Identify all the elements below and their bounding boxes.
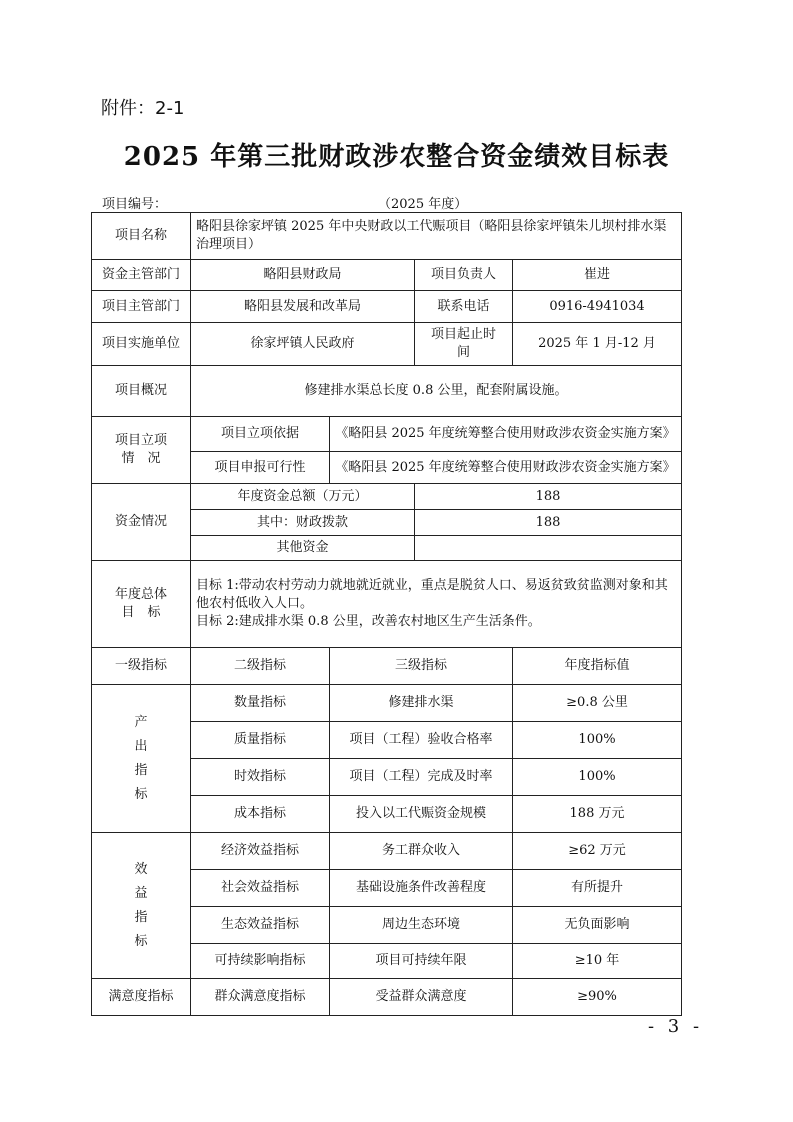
benefit-level2: 生态效益指标 bbox=[191, 907, 330, 944]
benefit-value: ≥62 万元 bbox=[513, 833, 682, 870]
output-level2: 质量指标 bbox=[191, 722, 330, 759]
fund-total-label: 年度资金总额（万元） bbox=[191, 484, 415, 510]
benefit-level3: 项目可持续年限 bbox=[330, 944, 513, 979]
header-level1: 一级指标 bbox=[92, 648, 191, 685]
satisfaction-level1: 满意度指标 bbox=[92, 979, 191, 1016]
fund-fiscal-value: 188 bbox=[415, 510, 682, 536]
satisfaction-level3: 受益群众满意度 bbox=[330, 979, 513, 1016]
output-level2: 时效指标 bbox=[191, 759, 330, 796]
overview-value: 修建排水渠总长度 0.8 公里，配套附属设施。 bbox=[191, 366, 682, 417]
fund-other-value bbox=[415, 536, 682, 561]
fund-label: 资金情况 bbox=[92, 484, 191, 561]
impl-unit-value: 徐家坪镇人民政府 bbox=[191, 323, 415, 366]
benefit-value: 有所提升 bbox=[513, 870, 682, 907]
benefit-level2: 可持续影响指标 bbox=[191, 944, 330, 979]
attachment-label: 附件：2-1 bbox=[101, 98, 185, 119]
phone-label: 联系电话 bbox=[415, 291, 513, 323]
fund-other-label: 其他资金 bbox=[191, 536, 415, 561]
project-name-value: 略阳县徐家坪镇 2025 年中央财政以工代赈项目（略阳县徐家坪镇朱儿坝村排水渠治理项目） bbox=[191, 213, 682, 260]
goal-label: 年度总体 目 标 bbox=[92, 561, 191, 648]
period-value: 2025 年 1 月-12 月 bbox=[513, 323, 682, 366]
header-level2: 二级指标 bbox=[191, 648, 330, 685]
period-label: 项目起止时 间 bbox=[415, 323, 513, 366]
goal-1: 目标 1:带动农村劳动力就地就近就业，重点是脱贫人口、易返贫致贫监测对象和其他农村低收入人口。 bbox=[196, 578, 668, 611]
output-level3: 投入以工代赈资金规模 bbox=[330, 796, 513, 833]
header-value: 年度指标值 bbox=[513, 648, 682, 685]
benefit-level2: 社会效益指标 bbox=[191, 870, 330, 907]
funding-dept-value: 略阳县财政局 bbox=[191, 260, 415, 291]
output-level3: 项目（工程）完成及时率 bbox=[330, 759, 513, 796]
page-title: 2025 年第三批财政涉农整合资金绩效目标表 bbox=[123, 142, 670, 172]
benefit-level3: 务工群众收入 bbox=[330, 833, 513, 870]
leader-value: 崔进 bbox=[513, 260, 682, 291]
output-indicator-label: 产 出 指 标 bbox=[92, 685, 191, 833]
goal-2: 目标 2:建成排水渠 0.8 公里，改善农村地区生产生活条件。 bbox=[196, 614, 541, 629]
project-name-label: 项目名称 bbox=[92, 213, 191, 260]
project-dept-label: 项目主管部门 bbox=[92, 291, 191, 323]
performance-target-table bbox=[91, 212, 682, 1016]
project-number-label: 项目编号： bbox=[102, 197, 168, 212]
page-number: - 3 - bbox=[648, 1016, 704, 1037]
year-label: （2025 年度） bbox=[378, 197, 468, 212]
fund-total-value: 188 bbox=[415, 484, 682, 510]
header-level3: 三级指标 bbox=[330, 648, 513, 685]
output-value: ≥0.8 公里 bbox=[513, 685, 682, 722]
output-level2: 成本指标 bbox=[191, 796, 330, 833]
basis-label: 项目立项依据 bbox=[191, 417, 330, 452]
benefit-level2: 经济效益指标 bbox=[191, 833, 330, 870]
basis-value: 《略阳县 2025 年度统筹整合使用财政涉农资金实施方案》 bbox=[330, 417, 682, 452]
benefit-level3: 周边生态环境 bbox=[330, 907, 513, 944]
benefit-value: ≥10 年 bbox=[513, 944, 682, 979]
satisfaction-value: ≥90% bbox=[513, 979, 682, 1016]
approval-label: 项目立项 情 况 bbox=[92, 417, 191, 484]
output-level2: 数量指标 bbox=[191, 685, 330, 722]
benefit-value: 无负面影响 bbox=[513, 907, 682, 944]
output-value: 100% bbox=[513, 759, 682, 796]
overview-label: 项目概况 bbox=[92, 366, 191, 417]
output-value: 100% bbox=[513, 722, 682, 759]
fund-fiscal-label: 其中：财政拨款 bbox=[191, 510, 415, 536]
output-value: 188 万元 bbox=[513, 796, 682, 833]
output-level3: 修建排水渠 bbox=[330, 685, 513, 722]
phone-value: 0916-4941034 bbox=[513, 291, 682, 323]
leader-label: 项目负责人 bbox=[415, 260, 513, 291]
benefit-level3: 基础设施条件改善程度 bbox=[330, 870, 513, 907]
goal-text bbox=[191, 561, 682, 648]
project-dept-value: 略阳县发展和改革局 bbox=[191, 291, 415, 323]
feasibility-label: 项目申报可行性 bbox=[191, 452, 330, 484]
satisfaction-level2: 群众满意度指标 bbox=[191, 979, 330, 1016]
benefit-indicator-label: 效 益 指 标 bbox=[92, 833, 191, 979]
output-level3: 项目（工程）验收合格率 bbox=[330, 722, 513, 759]
impl-unit-label: 项目实施单位 bbox=[92, 323, 191, 366]
feasibility-value: 《略阳县 2025 年度统筹整合使用财政涉农资金实施方案》 bbox=[330, 452, 682, 484]
funding-dept-label: 资金主管部门 bbox=[92, 260, 191, 291]
